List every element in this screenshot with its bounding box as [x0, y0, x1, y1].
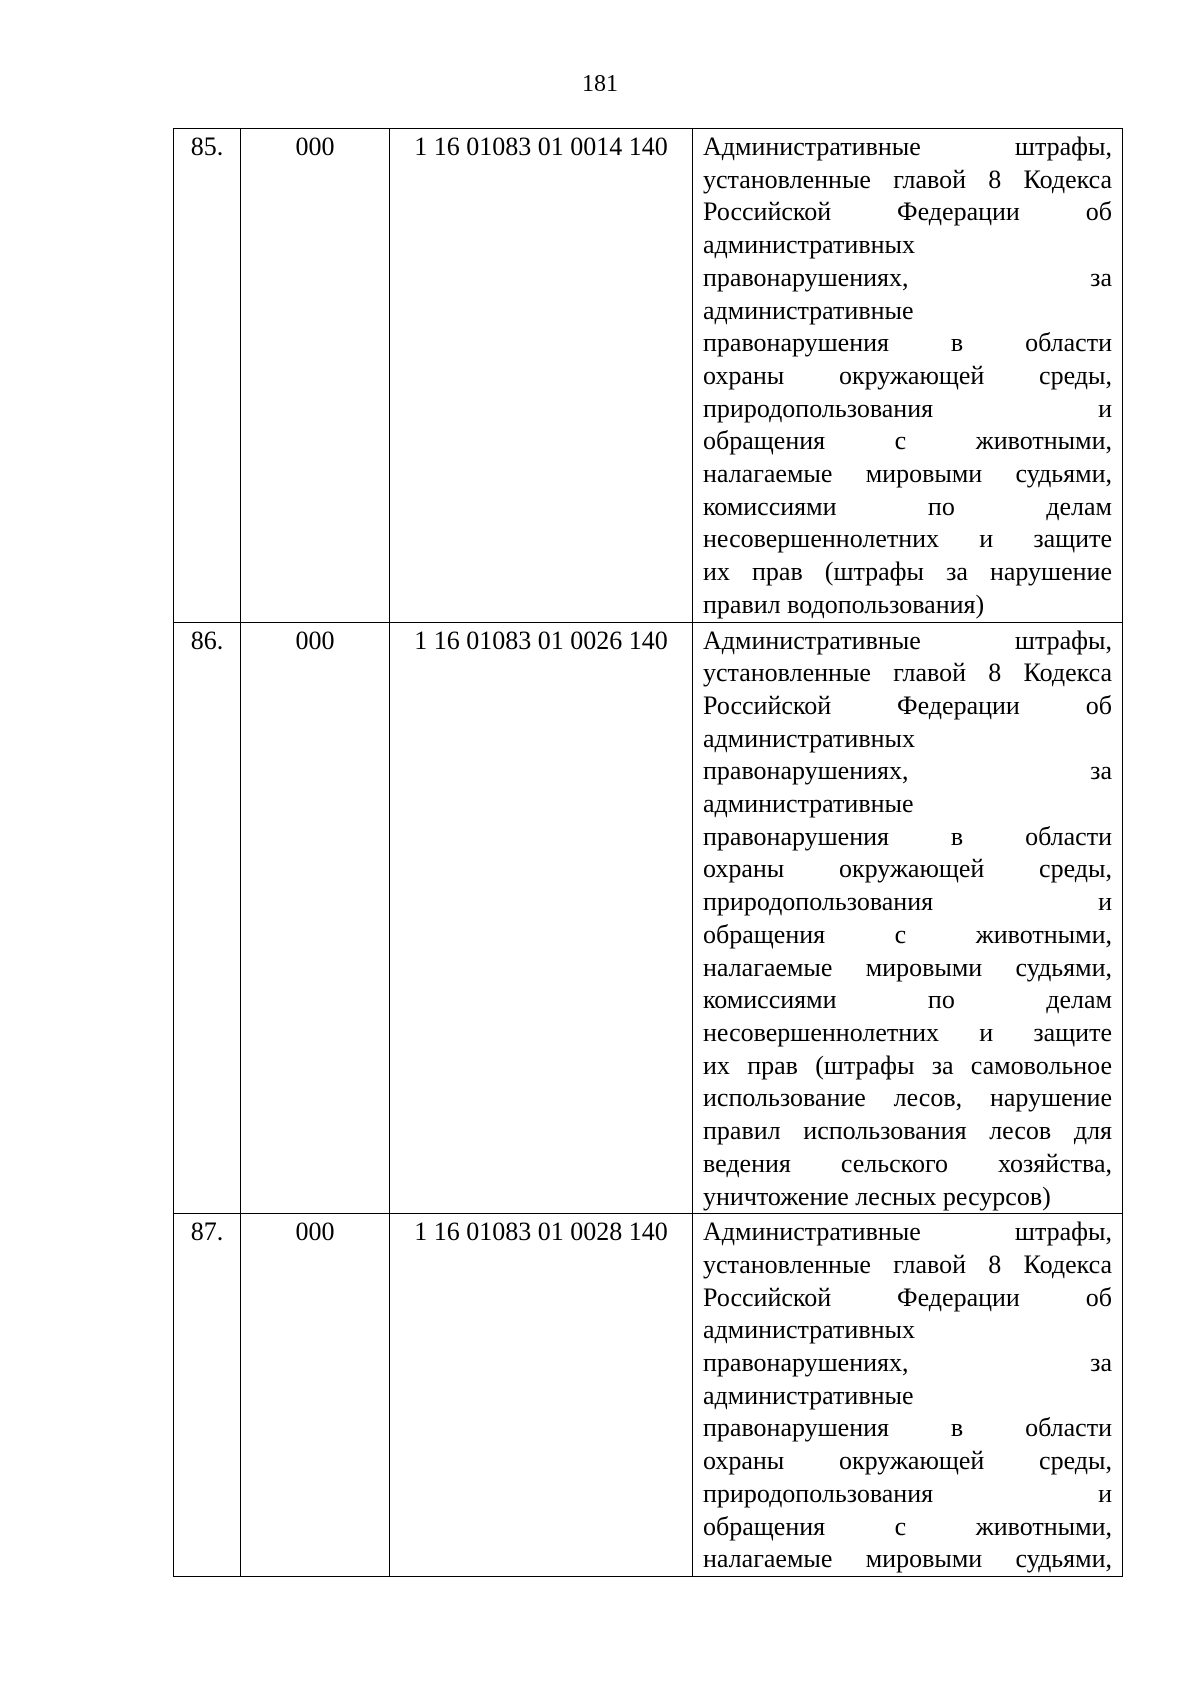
description-line: комиссиями по делам	[703, 491, 1112, 521]
description-line: охраны окружающей среды,	[703, 854, 1112, 884]
description-line: обращения с животными,	[703, 426, 1112, 456]
description-line: административных	[703, 230, 915, 260]
description-line: установленные главой 8 Кодекса	[703, 164, 1112, 194]
description-line: правонарушения в области	[703, 328, 1112, 358]
budget-classification-code: 1 16 01083 01 0028 140	[390, 1214, 693, 1577]
description-line: административных	[703, 1315, 915, 1345]
description-line: природопользования и	[703, 1478, 1112, 1508]
description-line: правонарушениях, за	[703, 756, 1112, 786]
description-line: Административные штрафы,	[703, 625, 1112, 655]
description-line: налагаемые мировыми судьями,	[703, 459, 1112, 489]
description-line: использование лесов, нарушение	[703, 1083, 1112, 1113]
table-row	[174, 1214, 1123, 1577]
revenue-description	[693, 622, 1123, 1214]
description-line: Российской Федерации об	[703, 690, 1112, 720]
description-line: Административные штрафы,	[703, 132, 1112, 161]
description-line: природопользования и	[703, 887, 1112, 917]
budget-classification-code: 1 16 01083 01 0014 140	[390, 129, 693, 623]
description-line: охраны окружающей среды,	[703, 1446, 1112, 1476]
description-line: административных	[703, 723, 915, 753]
description-line: обращения с животными,	[703, 1511, 1112, 1541]
budget-codes-table	[173, 128, 1123, 1577]
table-row	[174, 622, 1123, 1214]
description-line: комиссиями по делам	[703, 985, 1112, 1015]
table-row	[174, 129, 1123, 623]
description-line: правонарушениях, за	[703, 1348, 1112, 1378]
row-number: 87.	[174, 1214, 241, 1577]
description-line: административные	[703, 789, 914, 819]
description-line: правил водопользования)	[703, 589, 985, 619]
description-line: уничтожение лесных ресурсов)	[703, 1181, 1051, 1211]
admin-code: 000	[241, 1214, 390, 1577]
description-line: обращения с животными,	[703, 919, 1112, 949]
description-line: природопользования и	[703, 393, 1112, 423]
revenue-description	[693, 129, 1123, 623]
description-line: налагаемые мировыми судьями,	[703, 1544, 1112, 1574]
description-line: правил использования лесов для	[703, 1116, 1112, 1146]
budget-classification-code: 1 16 01083 01 0026 140	[390, 622, 693, 1214]
description-line: несовершеннолетних и защите	[703, 524, 1112, 554]
description-line: Российской Федерации об	[703, 1282, 1112, 1312]
row-number: 85.	[174, 129, 241, 623]
admin-code: 000	[241, 129, 390, 623]
description-line: установленные главой 8 Кодекса	[703, 1249, 1112, 1279]
description-line: Административные штрафы,	[703, 1217, 1112, 1247]
description-line: правонарушения в области	[703, 821, 1112, 851]
description-line: налагаемые мировыми судьями,	[703, 952, 1112, 982]
revenue-description	[693, 1214, 1123, 1577]
page-number: 181	[582, 71, 618, 97]
description-line: установленные главой 8 Кодекса	[703, 658, 1112, 688]
row-number: 86.	[174, 622, 241, 1214]
description-line: Российской Федерации об	[703, 197, 1112, 227]
admin-code: 000	[241, 622, 390, 1214]
description-line: их прав (штрафы за самовольное	[703, 1050, 1112, 1080]
description-line: их прав (штрафы за нарушение	[703, 557, 1112, 587]
description-line: охраны окружающей среды,	[703, 360, 1112, 390]
description-line: административные	[703, 295, 914, 325]
description-line: правонарушениях, за	[703, 262, 1112, 292]
description-line: правонарушения в области	[703, 1413, 1112, 1443]
description-line: несовершеннолетних и защите	[703, 1017, 1112, 1047]
description-line: административные	[703, 1380, 914, 1410]
description-line: ведения сельского хозяйства,	[703, 1148, 1112, 1178]
